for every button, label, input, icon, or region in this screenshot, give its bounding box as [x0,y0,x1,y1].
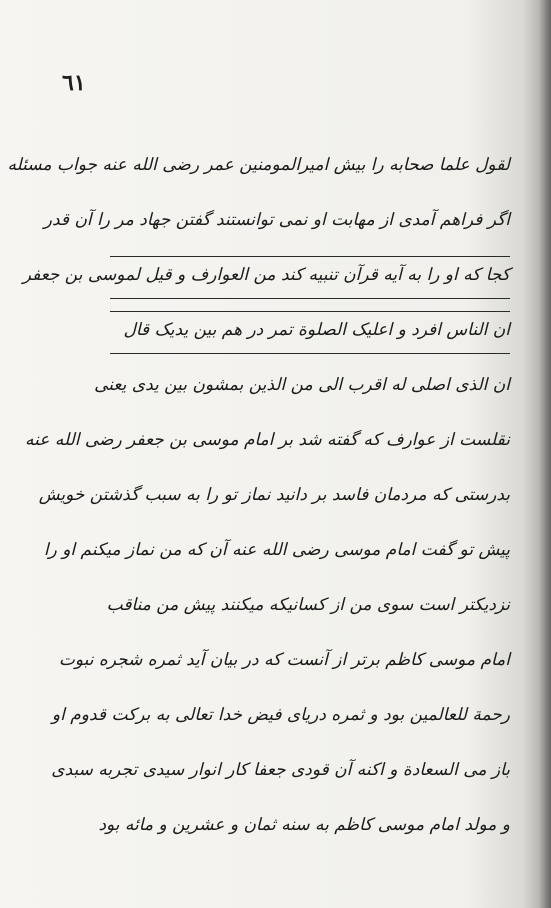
text-line: بدرستی که مردمان فاسد بر دانید نماز تو را به سبب گذشتن خویش [38,485,510,505]
text-line: و مولد امام موسی کاظم به سنه ثمان و عشرین و مائه بود [98,815,510,835]
page-edge-shadow [539,0,551,908]
text-line-ruled: ان الناس افرد و اعلیک الصلوة تمر در هم بین یدیک قال [110,305,510,360]
text-line: نقلست از عوارف که گفته شد بر امام موسی بن جعفر رضی الله عنه [25,430,510,450]
text-line: لقول علما صحابه را بیش امیرالمومنین عمر رضی الله عنه جواب مسئله [7,155,510,175]
text-line: پیش تو گفت امام موسی رضی الله عنه آن که من نماز میکنم او را [43,540,510,560]
text-line: باز می السعادة و اکنه آن قودی جعفا کار انوار سیدی تجربه سبدی [51,760,510,780]
text-line: اگر فراهم آمدی از مهابت او نمی توانستند گفتن جهاد مر را آن قدر [43,210,510,230]
text-line: ان الذی اصلی له اقرب الی من الذین بمشون بین یدی یعنی [94,375,510,395]
text-line: نزدیکتر است سوی من از کسانیکه میکنند پیش من مناقب [106,595,510,615]
page-number: ٦١ [62,70,86,96]
text-line-ruled: کجا که او را به آیه قرآن تنبیه کند من العوارف و قیل لموسی بن جعفر [110,250,510,305]
manuscript-body [7,140,510,855]
text-line: امام موسی کاظم برتر از آنست که در بیان آید ثمره شجره نبوت [58,650,510,670]
text-line: رحمة للعالمین بود و ثمره دریای فیض خدا تعالی به برکت قدوم او [51,705,510,725]
